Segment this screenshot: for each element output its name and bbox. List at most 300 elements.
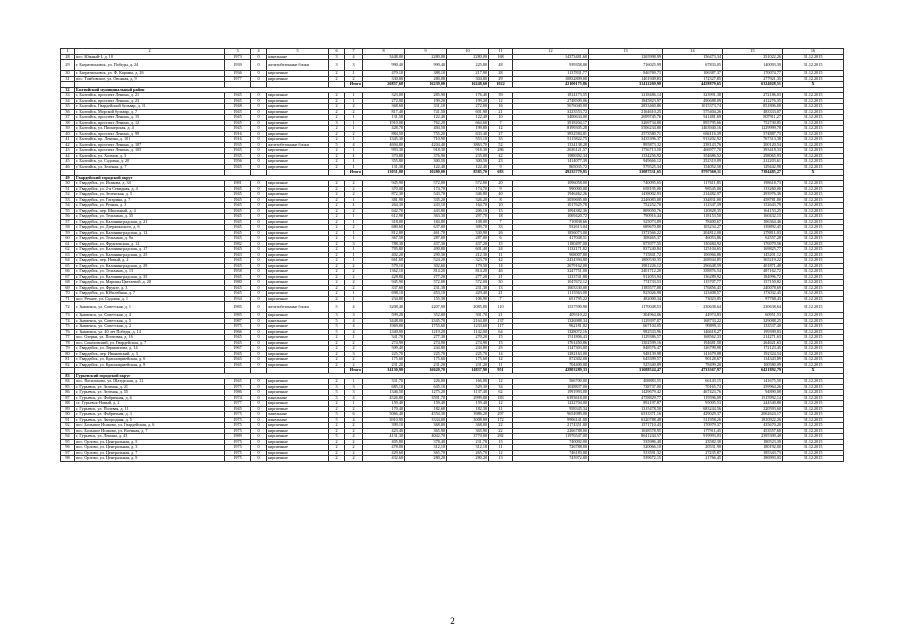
table-cell: Х: [783, 368, 844, 374]
table-cell: 29: [489, 76, 513, 82]
table-cell: 1975: [225, 324, 251, 330]
table-cell: г. Гвардейск, ул. Красноармейская, д. 6: [75, 357, 225, 363]
table-cell: 1945: [225, 115, 251, 121]
table-cell: 7384485,27: [723, 170, 783, 176]
table-cell: 4204,40: [405, 142, 447, 148]
table-cell: 212,30: [447, 252, 489, 258]
table-cell: 33: [489, 225, 513, 231]
table-cell: г. Гвардейск, ул. Тельмана, д. 35: [75, 214, 225, 220]
table-cell: 788,30: [363, 241, 405, 247]
table-cell: кирпичные: [267, 225, 329, 231]
table-cell: 1170048,53: [589, 302, 663, 313]
table-cell: 26: [489, 230, 513, 236]
table-cell: 8641244,57: [589, 434, 663, 440]
table-cell: кирпичные: [267, 126, 329, 132]
table-cell: 0: [251, 412, 267, 418]
column-number-cell: 15: [723, 49, 783, 55]
table-cell: 166,00: [447, 379, 489, 385]
table-cell: 55: [61, 208, 75, 214]
table-cell: 12: [489, 450, 513, 456]
table-cell: 1129386,57: [589, 335, 663, 341]
table-cell: 2: [329, 357, 345, 363]
table-cell: 31.12.2015: [783, 247, 844, 253]
table-cell: 2: [329, 274, 345, 280]
table-cell: 667104,05: [589, 324, 663, 330]
table-cell: кирпичные: [267, 379, 329, 385]
table-cell: 206,10: [447, 208, 489, 214]
table-cell: 15: [489, 439, 513, 445]
table-cell: 70165,74: [663, 384, 723, 390]
table-cell: 31.12.2015: [783, 214, 844, 220]
table-cell: 367,50: [363, 236, 405, 242]
table-cell: 4: [345, 302, 363, 313]
table-cell: 0: [251, 131, 267, 137]
table-cell: железобетонные блоки: [267, 60, 329, 71]
table-cell: 3: [329, 313, 345, 319]
table-cell: 31.12.2015: [783, 54, 844, 60]
table-cell: 1345,30: [363, 137, 405, 143]
table-cell: 1935: [225, 153, 251, 159]
table-cell: 14837,90: [447, 368, 489, 374]
table-cell: 809050,76: [589, 208, 663, 214]
table-cell: 186993,03: [723, 456, 783, 462]
table-cell: г. Балтийск, проспект Ленина, д. 21: [75, 93, 225, 99]
table-cell: 1603330,00: [513, 285, 589, 291]
table-cell: 78400,67: [663, 219, 723, 225]
table-cell: 417048,51: [513, 236, 589, 242]
table-cell: кирпичные: [267, 340, 329, 346]
table-cell: 4554,30: [405, 412, 447, 418]
table-cell: 2: [329, 137, 345, 143]
table-cell: 335,20: [405, 197, 447, 203]
table-cell: 285,90: [405, 93, 447, 99]
table-cell: 541481,69: [663, 115, 723, 121]
table-cell: пос. Тамбовское, ул. Овсяная, д. 9: [75, 76, 225, 82]
table-cell: 31.12.2015: [783, 450, 844, 456]
section-title-cell: Балтийский муниципальный район: [75, 87, 844, 93]
table-cell: 39: [61, 126, 75, 132]
table-cell: 31.12.2015: [783, 236, 844, 242]
table-cell: 884,50: [363, 131, 405, 137]
table-cell: 31.12.2015: [783, 280, 844, 286]
table-cell: 5676040,00: [513, 104, 589, 110]
table-cell: 40: [489, 192, 513, 198]
table-cell: 31.12.2015: [783, 324, 844, 330]
table-cell: 66: [61, 269, 75, 275]
table-cell: 125104,65: [663, 247, 723, 253]
table-cell: 98545,00: [663, 186, 723, 192]
table-cell: 2: [329, 296, 345, 302]
table-cell: 265,70: [447, 450, 489, 456]
table-cell: пос. Орлово, ул. Центральная, д. 9: [75, 456, 225, 462]
table-cell: 84: [61, 379, 75, 385]
table-cell: 6: [345, 412, 363, 418]
table-cell: 2: [329, 181, 345, 187]
table-cell: г. Знаменск, ул. Советская, д. 1: [75, 302, 225, 313]
table-cell: г. Гвардейск, ул. Фрунзенская, д. 12: [75, 241, 225, 247]
column-number-cell: 5: [267, 49, 329, 55]
table-cell: панельные: [267, 412, 329, 418]
table-cell: 123408,57: [663, 291, 723, 297]
table-cell: 31.12.2015: [783, 291, 844, 297]
table-cell: 31.12.2015: [783, 445, 844, 451]
table-cell: кирпичные: [267, 456, 329, 462]
table-cell: 183: [489, 395, 513, 401]
table-cell: 467423,76: [663, 390, 723, 396]
table-cell: 368,00: [447, 423, 489, 429]
table-row: [61, 456, 844, 462]
table-cell: 1047672,12: [513, 280, 589, 286]
table-cell: 5066,40: [363, 412, 405, 418]
table-cell: 96: [61, 445, 75, 451]
table-cell: 2: [329, 351, 345, 357]
table-cell: 31412269,90: [589, 82, 663, 88]
table-cell: г. Балтийск, проспект Ленина, д. 99: [75, 131, 225, 137]
table-cell: 2: [329, 208, 345, 214]
table-cell: 46: [489, 269, 513, 275]
table-cell: кирпичные: [267, 252, 329, 258]
table-cell: 0: [251, 208, 267, 214]
table-cell: 1945: [225, 263, 251, 269]
table-cell: 511958,26: [663, 417, 723, 423]
table-cell: 633,40: [447, 131, 489, 137]
table-cell: 0: [251, 186, 267, 192]
table-cell: 240078,69: [723, 285, 783, 291]
table-cell: 1: [345, 203, 363, 209]
table-cell: 1233741,88: [513, 274, 589, 280]
table-cell: 948139,98: [589, 351, 663, 357]
table-cell: 1945: [225, 362, 251, 368]
table-cell: 1910,00: [363, 120, 405, 126]
table-cell: 226,00: [405, 379, 447, 385]
table-cell: 2: [329, 269, 345, 275]
table-cell: 740092,00: [513, 439, 589, 445]
table-cell: 31.12.2015: [783, 203, 844, 209]
table-cell: 309,70: [447, 225, 489, 231]
table-cell: 0: [251, 346, 267, 352]
table-cell: 67833,05: [663, 60, 723, 71]
table-cell: 31.12.2015: [783, 269, 844, 275]
column-number-cell: 1: [61, 49, 75, 55]
table-cell: 2: [329, 263, 345, 269]
table-cell: г. Гвардейск, ул. Исакова, д. 34: [75, 181, 225, 187]
table-cell: кирпичные: [267, 115, 329, 121]
table-cell: 4: [345, 318, 363, 324]
table-cell: 61: [61, 241, 75, 247]
table-cell: 174,70: [405, 186, 447, 192]
table-cell: г. Балтийск, ул. Садовая, д. 20: [75, 159, 225, 165]
table-cell: 393418,33: [723, 148, 783, 154]
table-cell: 0: [251, 324, 267, 330]
table-cell: 1956: [225, 159, 251, 165]
table-cell: кирпичные: [267, 98, 329, 104]
table-cell: 31.12.2015: [783, 406, 844, 412]
table-cell: 1945: [225, 148, 251, 154]
table-cell: 0: [251, 181, 267, 187]
table-cell: 0: [251, 60, 267, 71]
table-cell: 31.12.2015: [783, 285, 844, 291]
table-cell: 62557,28: [723, 236, 783, 242]
table-cell: кирпичные: [267, 384, 329, 390]
table-cell: 2: [329, 428, 345, 434]
table-cell: 1945: [225, 351, 251, 357]
table-cell: 31.12.2015: [783, 263, 844, 269]
table-cell: 0: [251, 93, 267, 99]
table-cell: 122,40: [447, 115, 489, 121]
table-cell: 122,40: [447, 164, 489, 170]
table-cell: 461,70: [405, 230, 447, 236]
table-cell: 716025,99: [589, 60, 663, 71]
table-cell: 1: [345, 120, 363, 126]
table-cell: 5: [329, 390, 345, 396]
table-cell: 5: [329, 318, 345, 324]
table-cell: 89: [61, 406, 75, 412]
table-cell: 264,30: [363, 203, 405, 209]
table-cell: 329088,25: [723, 318, 783, 324]
table-cell: 715841,72: [589, 252, 663, 258]
table-cell: 2: [329, 280, 345, 286]
table-cell: 990,40: [363, 60, 405, 71]
table-cell: 1981226,12: [589, 263, 663, 269]
table-cell: 1265998,99: [589, 54, 663, 60]
table-cell: 48: [489, 60, 513, 71]
table-cell: 22: [489, 423, 513, 429]
table-cell: 337,60: [363, 285, 405, 291]
table-cell: 612,90: [363, 214, 405, 220]
table-cell: 2: [329, 285, 345, 291]
table-cell: 892197,87: [589, 401, 663, 407]
table-cell: 1185577,88: [589, 285, 663, 291]
table-cell: 494,50: [405, 126, 447, 132]
table-cell: кирпичные: [267, 247, 329, 253]
table-cell: Х: [783, 82, 844, 88]
table-cell: 429029,37: [663, 412, 723, 418]
table-cell: г. Гвардейск, пер. Новый, д. 2: [75, 258, 225, 264]
table-cell: 90128,67: [663, 357, 723, 363]
table-cell: г. Балтийск, пр. Ленина, д. 101: [75, 137, 225, 143]
table-cell: 0: [251, 335, 267, 341]
table-cell: 1: [345, 164, 363, 170]
table-cell: 1755,60: [405, 324, 447, 330]
table-cell: 15: [489, 241, 513, 247]
table-cell: 129442,98: [723, 164, 783, 170]
table-cell: г. Балтийск, ул. Холмов, д. 3: [75, 153, 225, 159]
table-cell: 42803289,33: [513, 368, 589, 374]
table-cell: 365,70: [405, 450, 447, 456]
table-cell: 1: [345, 115, 363, 121]
table-cell: 10: [489, 115, 513, 121]
table-cell: 172123,45: [723, 346, 783, 352]
table-cell: 2: [329, 71, 345, 77]
table-cell: 192324,54: [723, 351, 783, 357]
table-cell: 437,20: [447, 241, 489, 247]
table-cell: 91: [61, 417, 75, 423]
table-cell: 1028837,00: [513, 384, 589, 390]
table-cell: 139892,45: [723, 225, 783, 231]
table-cell: 645,10: [405, 384, 447, 390]
table-cell: 199399,83: [723, 329, 783, 335]
table-cell: г. Гвардейск, пер. Школьный, д. 4: [75, 208, 225, 214]
table-cell: 9654989,00: [513, 412, 589, 418]
table-cell: 2401712,20: [589, 269, 663, 275]
table-cell: 280,00: [405, 76, 447, 82]
table-cell: 69: [61, 285, 75, 291]
table-cell: 170,40: [363, 406, 405, 412]
table-cell: 31.12.2015: [783, 98, 844, 104]
table-cell: 408883,55: [589, 379, 663, 385]
table-cell: г. Балтийск, Морской бульвар, д. 7: [75, 109, 225, 115]
table-cell: 529,30: [447, 384, 489, 390]
table-cell: 34130,90: [363, 368, 405, 374]
table-cell: 2: [329, 291, 345, 297]
table-cell: 2: [329, 362, 345, 368]
table-cell: 134343,89: [723, 357, 783, 363]
table-cell: 65: [61, 263, 75, 269]
table-cell: 31.12.2015: [783, 274, 844, 280]
table-cell: г. Балтийск, проспект Ленина, д. 12: [75, 120, 225, 126]
table-cell: 2699745,76: [589, 115, 663, 121]
table-cell: 231,20: [447, 362, 489, 368]
table-cell: 524,20: [405, 258, 447, 264]
table-cell: г. Гвардейск, ул. Юбилейная, д. 7: [75, 291, 225, 297]
table-cell: 435670,20: [723, 423, 783, 429]
table-cell: 0: [251, 54, 267, 60]
table-cell: 572,00: [447, 280, 489, 286]
table-cell: пос. Речное, ул. Садовая, д. 1: [75, 296, 225, 302]
table-cell: 872302,00: [513, 357, 589, 363]
table-cell: 106364,46: [723, 219, 783, 225]
table-cell: 10280,00: [405, 170, 447, 176]
table-cell: 2: [329, 98, 345, 104]
table-cell: 746183,00: [513, 450, 589, 456]
table-cell: 31.12.2015: [783, 335, 844, 341]
table-cell: 2: [345, 225, 363, 231]
table-cell: г. Гвардейск, ул. Калининградская, д. 25: [75, 252, 225, 258]
table-cell: 2: [329, 214, 345, 220]
table-cell: 1986: [225, 390, 251, 396]
table-cell: 520066,10: [589, 445, 663, 451]
table-cell: железобетонные блоки: [267, 142, 329, 148]
table-cell: 1401949,83: [589, 76, 663, 82]
table-cell: 2: [345, 76, 363, 82]
table-cell: 131,50: [363, 115, 405, 121]
table-cell: 182,60: [405, 406, 447, 412]
table-cell: 0: [251, 445, 267, 451]
table-cell: 601,40: [447, 247, 489, 253]
table-cell: 0: [251, 126, 267, 132]
table-cell: 429,40: [447, 291, 489, 297]
table-cell: 0: [251, 142, 267, 148]
table-cell: 146618,27: [663, 329, 723, 335]
table-cell: 28: [61, 54, 75, 60]
table-cell: 1973: [225, 54, 251, 60]
table-cell: кирпичные: [267, 362, 329, 368]
table-cell: 119596,09: [663, 395, 723, 401]
table-cell: 297: [489, 412, 513, 418]
table-cell: 12: [489, 401, 513, 407]
table-cell: 1: [345, 214, 363, 220]
table-cell: кирпичные: [267, 406, 329, 412]
table-cell: 2: [329, 104, 345, 110]
column-number-cell: 7: [345, 49, 363, 55]
table-cell: 1939: [225, 60, 251, 71]
table-cell: 0: [251, 197, 267, 203]
table-cell: 312,10: [405, 445, 447, 451]
table-cell: 94: [61, 434, 75, 440]
table-cell: 4526,80: [363, 395, 405, 401]
table-cell: 962181,82: [513, 324, 589, 330]
table-cell: 3: [345, 384, 363, 390]
table-cell: 2999,80: [447, 395, 489, 401]
table-cell: 1814173,55: [513, 93, 589, 99]
table-cell: 661,60: [363, 258, 405, 264]
table-cell: 2: [345, 274, 363, 280]
table-cell: 2: [345, 406, 363, 412]
table-cell: 8: [489, 197, 513, 203]
table-cell: 31.12.2015: [783, 219, 844, 225]
table-cell: 1945: [225, 230, 251, 236]
table-cell: 402,20: [363, 252, 405, 258]
table-cell: 0: [251, 379, 267, 385]
table-cell: 1282163,00: [513, 351, 589, 357]
table-cell: 66143,15: [663, 379, 723, 385]
table-cell: кирпичные: [267, 423, 329, 429]
table-cell: 2: [345, 181, 363, 187]
table-cell: 268944,85: [663, 258, 723, 264]
table-cell: 31.12.2015: [783, 428, 844, 434]
table-cell: 0: [251, 417, 267, 423]
table-cell: 3: [329, 384, 345, 390]
table-cell: 244540,80: [723, 401, 783, 407]
table-cell: кирпичные: [267, 274, 329, 280]
table-cell: кирпичные: [267, 192, 329, 198]
table-cell: 1571710,43: [589, 423, 663, 429]
housing-register-table: [60, 48, 844, 462]
table-cell: 92: [61, 423, 75, 429]
table-cell: 199,20: [447, 98, 489, 104]
table-cell: 1372566,22: [589, 230, 663, 236]
table-cell: кирпичные: [267, 93, 329, 99]
table-cell: 174,70: [447, 186, 489, 192]
table-cell: кирпичные: [267, 390, 329, 396]
table-cell: 98: [61, 456, 75, 462]
table-cell: 3910,90: [363, 417, 405, 423]
table-cell: 40: [61, 131, 75, 137]
table-cell: 304,00: [447, 76, 489, 82]
table-cell: 179,50: [447, 263, 489, 269]
table-cell: 154052,58: [663, 164, 723, 170]
table-cell: 20: [489, 181, 513, 187]
table-cell: 1362,10: [363, 269, 405, 275]
table-cell: г. Балтийск, проспект Ленина, д. 107: [75, 142, 225, 148]
table-cell: г. Гурьевск, ул. Загородная, д. 5: [75, 417, 225, 423]
table-cell: 108,00: [447, 219, 489, 225]
table-cell: 31.12.2015: [783, 318, 844, 324]
table-cell: 93: [61, 428, 75, 434]
table-cell: 287,00: [447, 236, 489, 242]
table-cell: 300,50: [447, 159, 489, 165]
table-cell: 2174351,00: [513, 423, 589, 429]
table-cell: 16: [489, 104, 513, 110]
table-cell: 331,70: [363, 379, 405, 385]
table-cell: 509,40: [363, 346, 405, 352]
table-cell: 296648,59: [663, 263, 723, 269]
table-cell: 1945: [225, 203, 251, 209]
table-cell: 120828,35: [663, 208, 723, 214]
table-cell: 15: [489, 208, 513, 214]
table-cell: 535986,40: [589, 439, 663, 445]
table-cell: 2: [329, 225, 345, 231]
